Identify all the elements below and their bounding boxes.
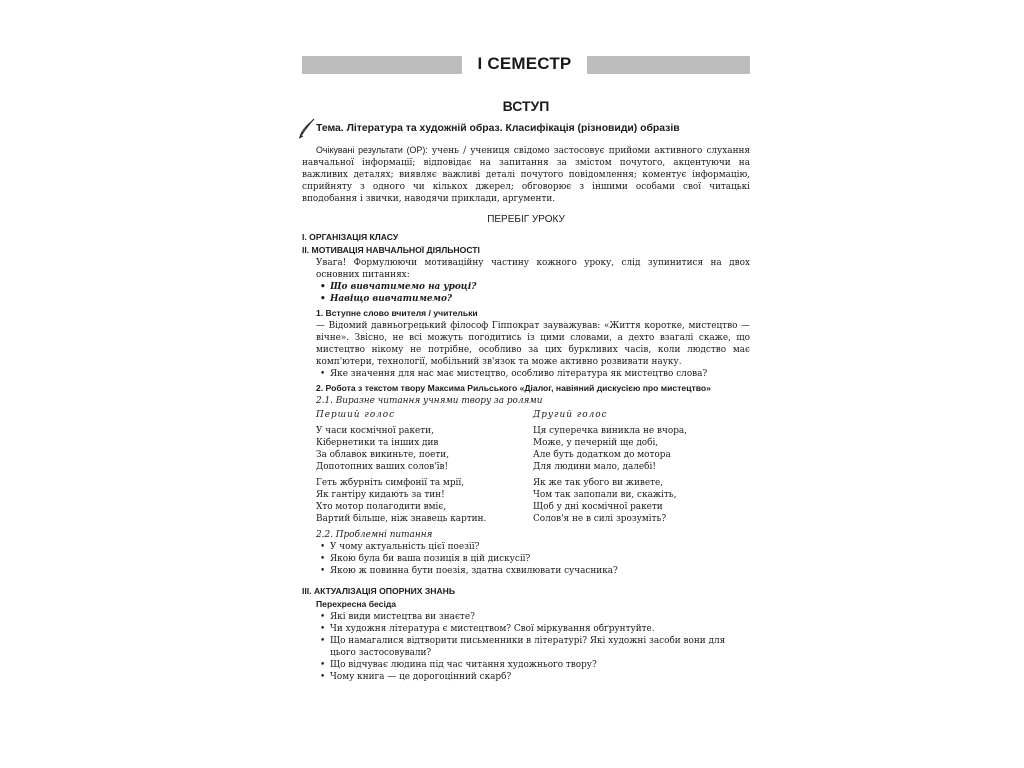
banner-bar-left <box>302 56 462 74</box>
subheading-text-work: 2. Робота з текстом твору Максима Рильського «Діалог, навіяний дискусією про мистецтво» <box>316 383 711 393</box>
topic-text: Тема. Література та художній образ. Класифікація (різновиди) образів <box>316 123 680 134</box>
poem-line: Але буть додатком до мотора <box>533 450 671 460</box>
expected-text: учень / учениця свідомо застосовує прийоми активного слухання навчальної інформації; відповідає на запитання за змістом почутого, акцентуючи на важливих деталях; виявляє важливі деталі почутого повідомлення; коментує інформацію, сприйняту з одного чи кількох джерел; обговорює з іншими особами свої читацькі вподобання і звички, наводячи приклади, аргументи. <box>302 146 751 204</box>
section-title: ВСТУП <box>502 98 550 114</box>
poem-line: За облавок викиньте, поети, <box>316 450 450 460</box>
stage-1-heading: І. ОРГАНІЗАЦІЯ КЛАСУ <box>302 232 399 242</box>
poem-line: Хто мотор полагодити вміє, <box>316 502 447 512</box>
stage-2-heading: ІІ. МОТИВАЦІЯ НАВЧАЛЬНОЇ ДІЯЛЬНОСТІ <box>302 245 480 255</box>
cross-talk-heading: Перехресна бесіда <box>316 599 397 609</box>
second-voice-label: Другий голос <box>533 410 608 420</box>
cross-talk-questions <box>302 611 750 683</box>
list-item: • Навіщо вивчатимемо? <box>302 293 750 305</box>
poem-second-voice <box>533 409 750 529</box>
list-item: • Які види мистецтва ви знаєте? <box>302 611 750 623</box>
stanza <box>316 477 533 525</box>
poem-dialogue <box>302 409 750 529</box>
expected-lead: Очікувані результати (ОР): <box>316 145 428 155</box>
poem-line: Геть жбурніть симфонії та мрії, <box>316 478 465 488</box>
poem-line: Може, у печерній ще добі, <box>533 438 659 448</box>
poem-line: Ця суперечка виникла не вчора, <box>533 426 688 436</box>
stanza <box>533 425 750 473</box>
textbook-page <box>302 54 750 683</box>
poem-line: Солов'я не в силі зрозуміть? <box>533 514 667 524</box>
poem-line: Кібернетики та інших див <box>316 438 439 448</box>
stanza <box>316 425 533 473</box>
subheading-intro-word: 1. Вступне слово вчителя / учительки <box>316 308 478 318</box>
poem-line: Як же так убого ви живете, <box>533 478 664 488</box>
poem-line: Для людини мало, далебі! <box>533 462 656 472</box>
attention-note: Увага! Формулюючи мотиваційну частину кожного уроку, слід зупинитися на двох основних питаннях: <box>316 258 750 280</box>
problem-questions <box>302 541 750 577</box>
list-item: • У чому актуальність цієї поезії? <box>302 541 750 553</box>
list-item: • Яке значення для нас має мистецтво, особливо література як мистецтво слова? <box>302 368 750 380</box>
list-item: • Якою ж повинна бути поезія, здатна схвилювати сучасника? <box>302 565 750 577</box>
subheading-problem-questions: 2.2. Проблемні питання <box>316 530 433 540</box>
poem-line: Допотопних ваших солов'їв! <box>316 462 449 472</box>
quill-pen-icon <box>298 117 316 139</box>
first-voice-label: Перший голос <box>316 410 396 420</box>
stanza <box>533 477 750 525</box>
poem-line: Щоб у дні космічної ракети <box>533 502 663 512</box>
stage-3-heading: ІІІ. АКТУАЛІЗАЦІЯ ОПОРНИХ ЗНАНЬ <box>302 586 456 596</box>
motivation-questions <box>302 281 750 305</box>
list-item: • Чому книга — це дорогоцінний скарб? <box>302 671 750 683</box>
list-item: • Що намагалися відтворити письменники в літературі? Які художні засоби вони для цього застосовували? <box>302 635 750 659</box>
teacher-quote: — Відомий давньогрецький філософ Гіппократ зауважував: «Життя коротке, мистецтво — вічне». Звісно, не всі можуть погодитись із цими словами, а дехто взагалі скаже, що мистецтво нікому не потрібне, особливо за цих буркливих часів, коли людство має комп'ютери, технології, мобільний зв'язок та може активно розвивати науку. <box>316 321 750 367</box>
semester-title: І СЕМЕСТР <box>477 54 572 73</box>
poem-line: Як гантіру кидають за тин! <box>316 490 445 500</box>
poem-line: У часи космічної ракети, <box>316 426 434 436</box>
expected-results <box>302 144 750 205</box>
list-item: • Чи художня література є мистецтвом? Свої міркування обґрунтуйте. <box>302 623 750 635</box>
topic-line <box>302 120 750 138</box>
banner-bar-right <box>587 56 750 74</box>
poem-line: Чом так запопали ви, скажіть, <box>533 490 677 500</box>
list-item: • Що відчуває людина під час читання художнього твору? <box>302 659 750 671</box>
subheading-role-reading: 2.1. Виразне читання учнями твору за ролями <box>316 396 543 406</box>
list-item: • Якою була би ваша позиція в цій дискусії? <box>302 553 750 565</box>
lesson-title: ПЕРЕБІГ УРОКУ <box>487 214 565 225</box>
semester-banner <box>302 54 750 74</box>
poem-first-voice <box>316 409 533 529</box>
list-item: • Що вивчатимемо на уроці? <box>302 281 750 293</box>
art-question-list <box>302 368 750 380</box>
poem-line: Вартий більше, ніж знавець картин. <box>316 514 487 524</box>
